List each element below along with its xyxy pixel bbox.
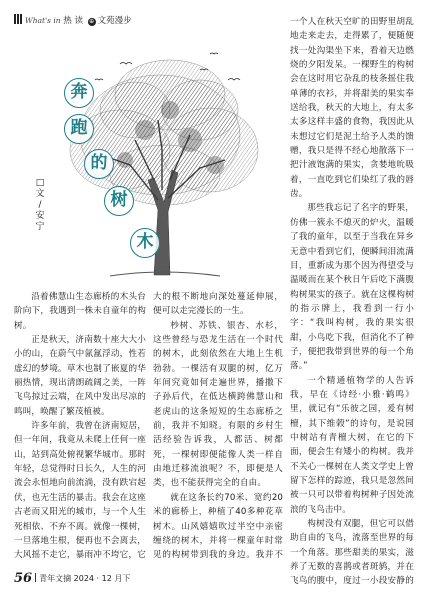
title-char-3: 的	[84, 149, 114, 179]
author-mark: □	[35, 178, 45, 188]
author-char: 安	[35, 211, 45, 221]
paragraph: 大的根不断地向深处蔓延伸展，便可以走完漫长的一生。	[153, 292, 283, 317]
paragraph: 一个精通植物学的人告诉我，早在《诗经·小雅·鹤鸣》里，就记有“乐彼之园，爰有树檀，其下维榖”的诗句，是说园中树站有青檀大树，在它的下面，便会生有矮小的构树。我并不关心一棵树在人类文学史上曾留下怎样的踪迹，我只是忽然间被一只可以带着构树种子因处流浪的飞鸟击中。	[290, 375, 414, 515]
title-char-1: 奔	[64, 78, 94, 108]
tree-illustration	[50, 40, 262, 280]
title-char-5: 木	[130, 228, 160, 258]
author-byline	[33, 178, 47, 233]
footer-divider	[35, 573, 36, 582]
header-bars-icon	[14, 14, 22, 24]
paragraph: 构树没有双腿，但它可以借助自由的飞鸟，流落至世界的每一个角落。那些甜美的果实，滋养了无数的喜鹊或者斑鸫，并在飞鸟的腹中，度过一小段安静的	[290, 519, 414, 587]
text-column-3	[290, 15, 414, 590]
text-column-2	[153, 290, 283, 564]
paragraph: 许多年前，我曾在济南短居，但一年间，我竟从未爬上任何一座山，站到高处俯视繁华城市。那时年轻，总觉得时日长久，人生的河流会永恒地向前流淌，没有跌宕起伏，也无生活的暴击。我会在这座古老而又阳光的城市，与一个人生死相依、不弃不离。就像一棵树，一旦落地生根，便再也不会离去，大风摇不走它，暴雨冲不垮它，它	[14, 421, 146, 561]
paragraph: 沿着佛慧山生态廊桥的木头台阶向下，我遇到一株未自童年的构树。	[14, 292, 146, 331]
paragraph: 一个人在秋天空旷的田野里胡乱地走来走去，走得累了，便随便找一处沟渠坐下来，看着天边燃烧的夕阳发呆。一棵野生的构树会在这时用它杂乱的枝条摇住我单薄的衣衫，并将甜美的果实奉送给我，秋天的大地上，有太多太多这样丰盛的食物，我因此从未想过它们是泥土给予人类的馈赠，我只是得不经心地散落下一把汁液饱满的果实，贪婪地吮吸着，一直吃到它们染红了我的唇齿。	[290, 17, 414, 200]
issue-label: 2024 · 12 月下	[73, 574, 131, 583]
magazine-name: 青年文摘	[39, 574, 72, 583]
paragraph: 那些我忘记了名字的野果，仿佛一簇永不熄灭的炉火，温暖了我的童年，以至于当我在异乡无意中看到它们，便瞬间泪流满目，重新成为那个因为得望受与温暖而在某个秋日午后吃下满腹构树果实的孩子。就在这棵构树的指示牌上，我看到一行小字：“我叫构树，我的果实很甜，小鸟吃下我，但消化不了种子，便把我带到世界的每一个角落。”	[290, 203, 414, 372]
paragraph: 就在这条长约70米、宽约20米的廊桥上，种植了40多种花草树木。山风嬉嬉吹过半空中亲密缠绕的树木，并将一棵童年时常见的构树带到我的身边。我并不	[153, 492, 283, 561]
title-char-4: 树	[104, 186, 134, 216]
text-column-1	[14, 290, 146, 564]
header-dot-icon: ⊕	[89, 18, 95, 25]
page-number: 56	[14, 571, 33, 586]
author-char: 文	[35, 189, 45, 199]
page-footer	[14, 572, 234, 586]
magazine-english-name: What's in	[25, 16, 61, 25]
title-char-2: 跑	[64, 114, 94, 144]
section-label: 热 读	[63, 16, 83, 26]
page-header	[14, 14, 164, 28]
paragraph: 杪树、苏铁、银杏、水杉，这些曾经与恐龙生活在一个时代的树木，此刻依然在大地上生机勃勃。一棵活有双腿的树，亿万年间究竟如何走遍世界，播撒下子孙后代，在低达横跨佛慧山和老虎山的这条短短的生态廊桥之前，我并不知晓。有限的乡村生活经验告诉我，人都活、树都死，一棵树即便能像人类一样自由地迁移流浪呢？不，即便是人类，也不能获得完全的自由。	[153, 320, 283, 489]
column-name: 文苑漫步	[97, 16, 132, 26]
author-char: /	[38, 200, 42, 210]
author-char: 宁	[35, 222, 45, 232]
paragraph: 正是秋天，济南数十座大大小小的山，在蔚气中氤氲浮动，性若虚幻的梦境。草木也制了嵌夏的华丽热情，现出清朗疏阔之美，一阵飞鸟掠过云端，在风中发出尽凉的鸣叫，唤醒了繁茂植被。	[14, 335, 146, 417]
